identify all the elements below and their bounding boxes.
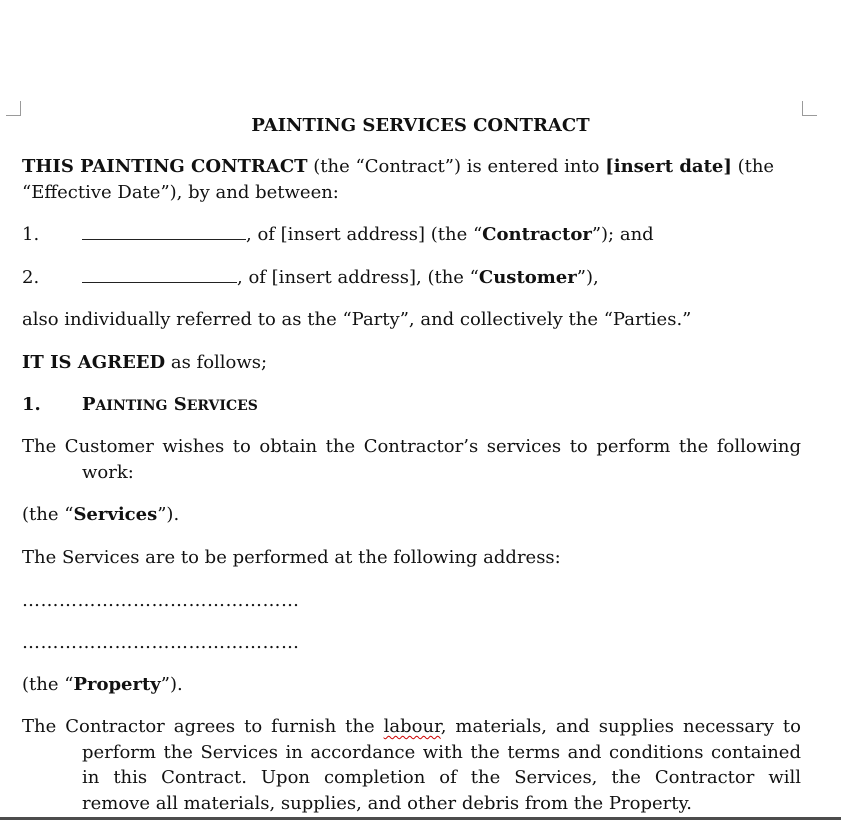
contractor-para-line-3: in this Contract. Upon completion of the Services, the Contractor will [82, 767, 801, 788]
party2-text-2: ”), [576, 267, 599, 288]
section1-heading-ervices: ERVICES [186, 398, 258, 414]
party1-name-blank[interactable] [82, 225, 246, 240]
address-line: The Services are to be performed at the following address: [22, 547, 561, 568]
property-def-text-2: ”). [160, 674, 183, 695]
property-def-term: Property [73, 674, 161, 695]
services-def-term: Services [73, 504, 158, 525]
intro-date-placeholder: [insert date] [605, 156, 732, 177]
page-corner-mark-right [802, 101, 817, 116]
services-definition [22, 504, 179, 526]
section1-heading-initial-s: S [167, 394, 187, 415]
services-para-line-1: The Customer wishes to obtain the Contractor’s services to perform the following [22, 436, 801, 457]
party1-number: 1. [22, 224, 40, 245]
party1-role: Contractor [482, 224, 592, 245]
party1-line [82, 224, 654, 246]
property-definition [22, 674, 183, 696]
contractor-para-text-b: , materials, and supplies necessary to [440, 716, 801, 737]
intro-line-1 [22, 156, 774, 178]
section1-heading-initial-p: P [82, 394, 96, 415]
agreed-text: as follows; [165, 352, 268, 373]
contractor-para-line-4: remove all materials, supplies, and other debris from the Property. [82, 793, 692, 814]
party2-name-blank[interactable] [82, 268, 237, 283]
party1-text-1: , of [insert address] (the “ [246, 224, 483, 245]
property-def-text-1: (the “ [22, 674, 74, 695]
agreed-line [22, 352, 267, 374]
services-def-text-2: ”). [157, 504, 180, 525]
intro-text-2: (the [731, 156, 775, 177]
section1-heading-ainting: AINTING [95, 398, 168, 414]
intro-text-1: (the “Contract”) is entered into [307, 156, 606, 177]
party2-line [82, 267, 599, 289]
contractor-para-line-1 [22, 716, 801, 738]
contractor-para-line-2: perform the Services in accordance with the terms and conditions contained [82, 742, 801, 763]
intro-line-2: “Effective Date”), by and between: [22, 182, 339, 203]
section1-number: 1. [22, 394, 41, 415]
page-corner-mark-left [6, 101, 21, 116]
intro-bold-lead: THIS PAINTING CONTRACT [22, 156, 308, 177]
party2-role: Customer [478, 267, 577, 288]
party2-text-1: , of [insert address], (the “ [237, 267, 479, 288]
agreed-bold: IT IS AGREED [22, 352, 166, 373]
party2-number: 2. [22, 267, 40, 288]
page-bottom-border [0, 817, 841, 820]
address-dotted-line-1[interactable]: ……………………………………… [22, 590, 300, 611]
contractor-para-text-a: The Contractor agrees to furnish the [22, 716, 384, 737]
section1-heading [82, 394, 258, 417]
services-para-line-2: work: [82, 462, 134, 483]
services-def-text-1: (the “ [22, 504, 74, 525]
party1-text-2: ”); and [591, 224, 654, 245]
spellcheck-flagged-word[interactable]: labour [383, 716, 441, 737]
document-title: PAINTING SERVICES CONTRACT [251, 115, 590, 136]
parties-line: also individually referred to as the “Party”, and collectively the “Parties.” [22, 309, 692, 330]
address-dotted-line-2[interactable]: ……………………………………… [22, 632, 300, 653]
